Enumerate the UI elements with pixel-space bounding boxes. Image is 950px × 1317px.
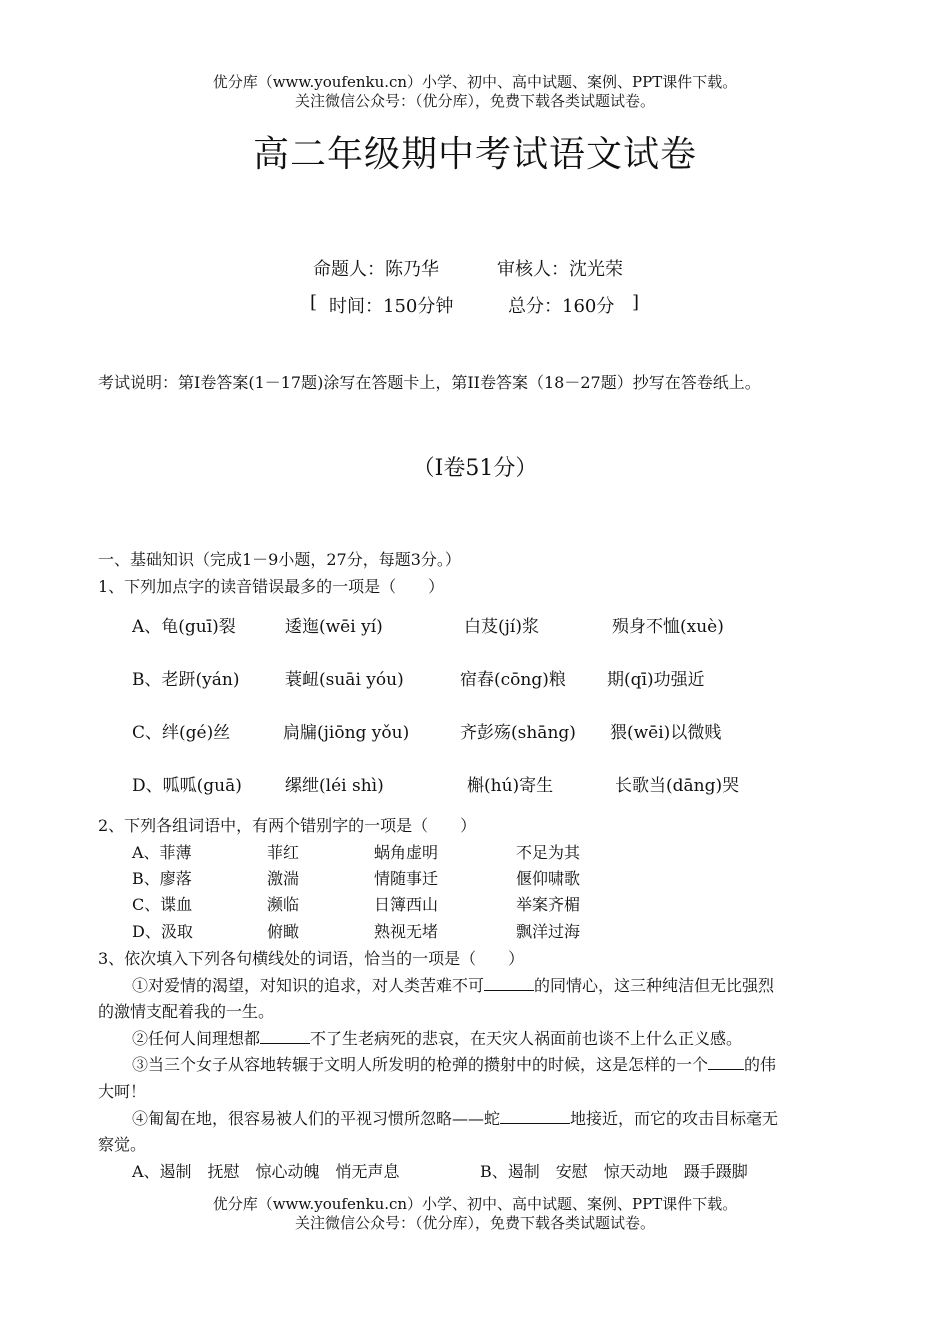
q3-sentence-3 [132, 1052, 776, 1075]
q3-s4-part-a: ④匍匐在地，很容易被人们的平视习惯所忽略——蛇 [132, 1109, 501, 1128]
q3-sentence-4 [132, 1106, 778, 1129]
exam-info-close: ] [632, 292, 640, 313]
q2-c-2: 濒临 [267, 895, 300, 914]
q1-option-b-2: 蓑衄(suāi yóu) [285, 670, 404, 690]
q1-option-b-4: 期(qī)功强近 [607, 670, 705, 690]
q1-option-d-2: 缧绁(léi shì) [285, 776, 384, 796]
section1-title: 一、基础知识（完成1－9小题，27分，每题3分。） [98, 550, 461, 569]
q2-a-4: 不足为其 [516, 843, 581, 862]
q1-option-c-2: 扃牖(jiōng yǒu) [283, 723, 410, 743]
q1-option-b-3: 宿舂(cōng)粮 [460, 670, 566, 690]
q3-s2-part-b: 不了生老病死的悲哀，在天灾人祸面前也谈不上什么正义感。 [310, 1029, 743, 1048]
page-title: 高二年级期中考试语文试卷 [252, 134, 697, 175]
q2-b-3: 情随事迁 [374, 869, 439, 888]
q1-option-a-3: 白芨(jí)浆 [464, 617, 539, 637]
q3-option-a: A、遏制 抚慰 惊心动魄 悄无声息 [132, 1162, 400, 1181]
q3-s3-continued: 大呵！ [98, 1082, 147, 1101]
header-line-1: 优分库（www.youfenku.cn）小学、初中、高中试题、案例、PPT课件下载。 [212, 73, 738, 91]
q3-blank-1 [484, 976, 534, 991]
setter: 命题人：陈乃华 [313, 259, 439, 280]
part1-title: （Ⅰ卷51分） [412, 456, 538, 481]
q3-blank-3 [708, 1055, 744, 1070]
footer-line-1: 优分库（www.youfenku.cn）小学、初中、高中试题、案例、PPT课件下载。 [212, 1195, 738, 1213]
q2-c-1: C、谍血 [132, 895, 193, 914]
q1-option-d-1: D、呱呱(guā) [132, 776, 242, 796]
q3-s4-part-b: 地接近，而它的攻击目标毫无 [570, 1109, 779, 1128]
q2-a-2: 菲红 [267, 843, 300, 862]
q2-d-4: 飘洋过海 [516, 922, 581, 941]
q3-s1-part-a: ①对爱情的渴望，对知识的追求，对人类苦难不可 [132, 976, 485, 995]
header-line-2: 关注微信公众号：（优分库），免费下载各类试题试卷。 [294, 92, 655, 110]
q2-c-4: 举案齐楣 [516, 895, 581, 914]
q1-option-b-1: B、老趼(yán) [132, 670, 240, 690]
q2-a-3: 蜗角虚明 [374, 843, 439, 862]
q2-c-3: 日簿西山 [374, 895, 439, 914]
q3-s3-part-b: 的伟 [744, 1055, 777, 1074]
q3-blank-4 [500, 1109, 570, 1124]
q3-sentence-2 [132, 1026, 742, 1049]
q1-option-a-2: 逶迤(wēi yí) [285, 617, 383, 637]
q1-option-d-4: 长歌当(dāng)哭 [615, 776, 740, 796]
q1-option-c-3: 齐彭殇(shāng) [460, 723, 576, 743]
q2-d-1: D、汲取 [132, 922, 193, 941]
q3-s1-continued: 的激情支配着我的一生。 [98, 1002, 275, 1021]
q2-d-2: 俯瞰 [267, 922, 300, 941]
exam-info-open: [ [310, 292, 318, 313]
reviewer: 审核人：沈光荣 [497, 259, 623, 280]
exam-score: 总分：160分 [508, 296, 615, 317]
q1-option-c-4: 猥(wēi)以微贱 [610, 723, 722, 743]
q3-s4-continued: 察觉。 [98, 1135, 147, 1154]
q3-s1-part-b: 的同情心，这三种纯洁但无比强烈 [534, 976, 775, 995]
q1-option-a-1: A、龟(guī)裂 [132, 617, 236, 637]
q3-blank-2 [260, 1029, 310, 1044]
q1-option-c-1: C、绊(gé)丝 [132, 723, 231, 743]
q2-b-4: 偃仰啸歌 [516, 869, 581, 888]
q1-option-d-3: 槲(hú)寄生 [467, 776, 554, 796]
footer-line-2: 关注微信公众号：（优分库），免费下载各类试题试卷。 [294, 1214, 655, 1232]
q3-stem: 3、依次填入下列各句横线处的词语，恰当的一项是（ ） [98, 949, 525, 968]
q3-s3-part-a: ③当三个女子从容地转辗于文明人所发明的枪弹的攒射中的时候，这是怎样的一个 [132, 1055, 709, 1074]
q1-option-a-4: 殒身不恤(xuè) [612, 617, 724, 637]
q1-stem: 1、下列加点字的读音错误最多的一项是（ ） [98, 577, 445, 596]
instructions: 考试说明：第Ⅰ卷答案(1－17题)涂写在答题卡上，第II卷答案（18－27题）抄写在答卷纸上。 [98, 373, 761, 392]
q3-s2-part-a: ②任何人间理想都 [132, 1029, 261, 1048]
q2-b-1: B、廖落 [132, 869, 192, 888]
exam-time: 时间：150分钟 [329, 296, 454, 317]
q2-a-1: A、菲薄 [132, 843, 192, 862]
q2-d-3: 熟视无堵 [374, 922, 439, 941]
q2-stem: 2、下列各组词语中，有两个错别字的一项是（ ） [98, 816, 477, 835]
q2-b-2: 激湍 [267, 869, 300, 888]
q3-sentence-1 [132, 973, 774, 996]
q3-option-b: B、遏制 安慰 惊天动地 蹑手蹑脚 [480, 1162, 748, 1181]
